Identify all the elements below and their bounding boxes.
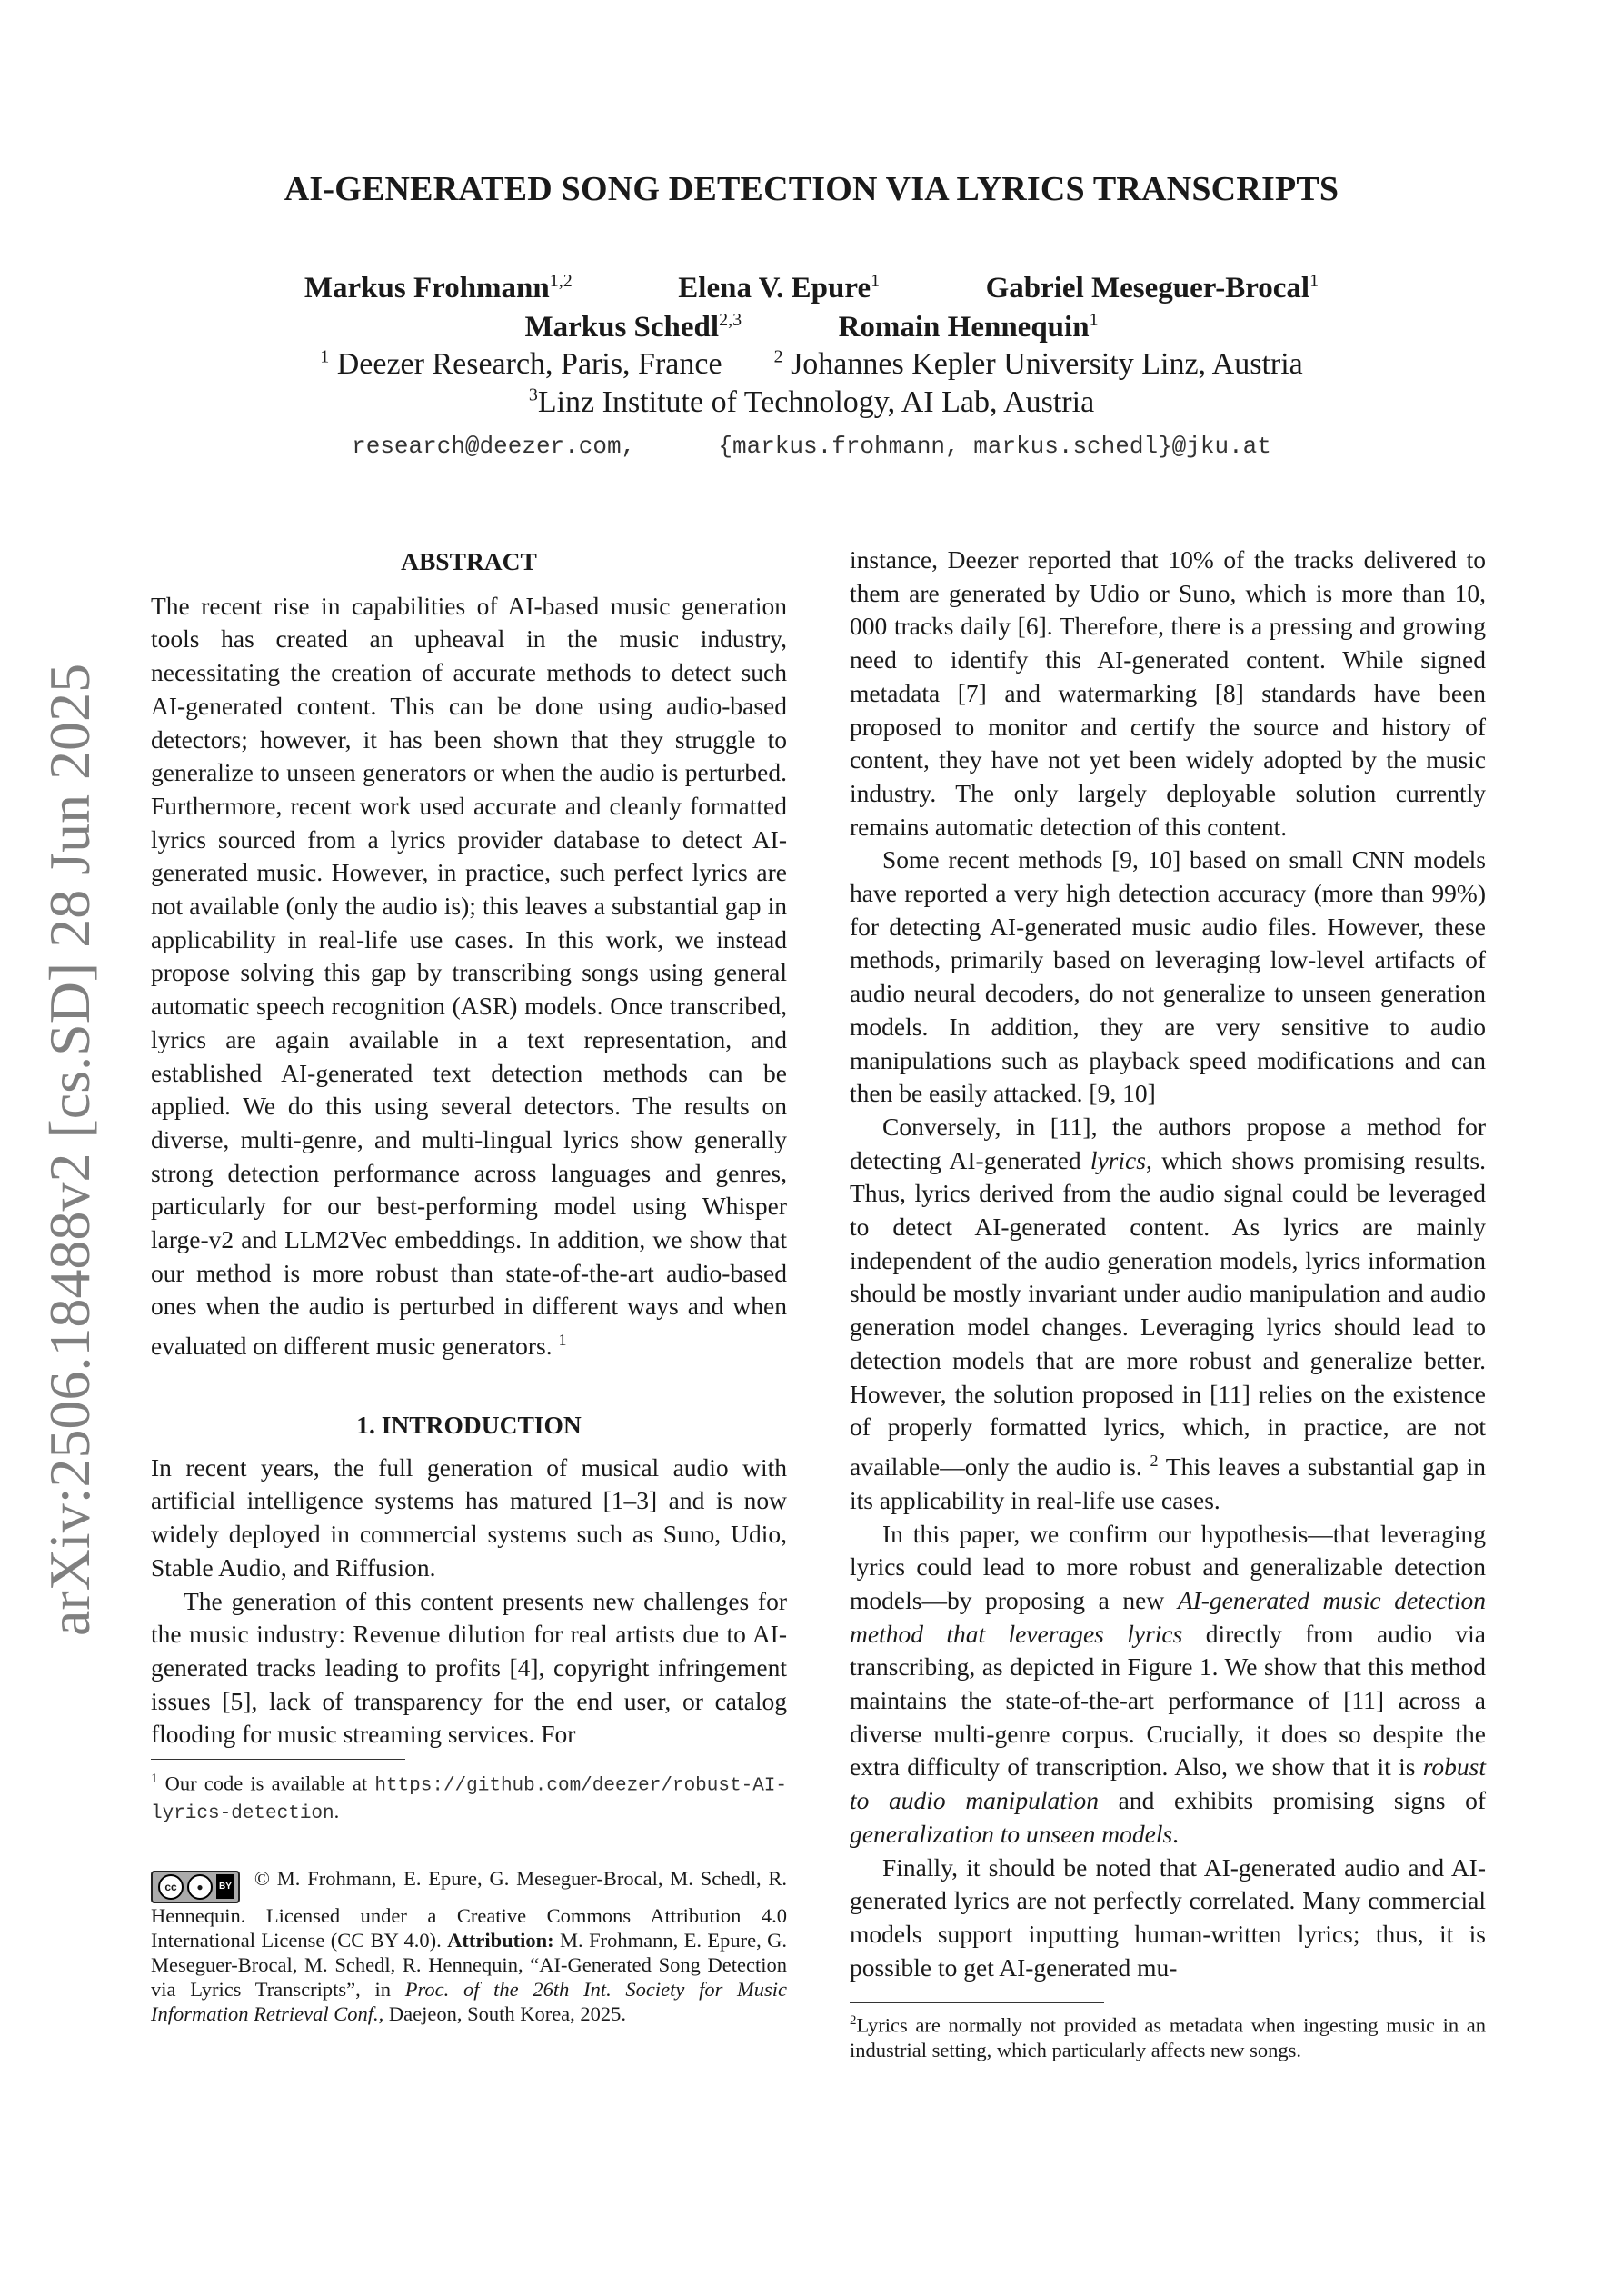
affiliation-line-2 bbox=[0, 385, 1623, 420]
affiliation: $^1$ Deezer Research, Paris, France bbox=[320, 347, 722, 382]
body-paragraph: instance, Deezer reported that 10% of the tracks delivered to them are generated by Udio or Suno, which is more than 10, 000 tracks daily [6]. Therefore, there is a pressing and growing need to identify this AI-generated content. While signed metadata [7] and watermarking [8] standards have been proposed to monitor and certify the source and history of content, they have not yet been widely adopted by the music industry. The only largely deployable solution currently remains automatic detection of this content. bbox=[850, 545, 1486, 841]
abstract-heading: ABSTRACT bbox=[401, 547, 537, 575]
code-repository-link[interactable]: https://github.com/deezer/robust-AI-lyrics-detection bbox=[151, 1775, 788, 1824]
email: {markus.frohmann, markus.schedl}@jku.at bbox=[718, 433, 1271, 460]
abstract-text: The recent rise in capabilities of AI-based music generation tools has created an upheaval in the music industry, necessitating the creation of accurate methods to detect such AI-generated content. This can be done using audio-based detectors; however, it has been shown that they struggle to generalize to unseen generators or when the audio is perturbed. Furthermore, recent work used accurate and cleanly formatted lyrics sourced from a lyrics provider database to detect AI-generated music. However, in practice, such perfect lyrics are not available (only the audio is); this leaves a substantial gap in applicability in real-life use cases. In this work, we instead propose solving this gap by transcribing songs using general automatic speech recognition (ASR) models. Once transcribed, lyrics are again available in a text representation, and established AI-generated text detection methods can be applied. We do this using several detectors. The results on diverse, multi-genre, and multi-lingual lyrics show generally strong detection performance across languages and genres, particularly for our best-performing model using Whisper large-v2 and LLM2Vec embeddings. In addition, we show that our method is more robust than state-of-the-art audio-based ones when the audio is perturbed in different ways and when evaluated on different music generators. $^1$ bbox=[151, 591, 787, 1361]
license-note: cc ● BY © M. Frohmann, E. Epure, G. Meseguer-Brocal, M. Schedl, R. Hennequin. Licensed under a Creative Commons Attribution 4.0 International License (CC BY 4.0). Attribution: M. Frohmann, E. Epure, G. Meseguer-Brocal, M. Schedl, R. Hennequin, “AI-Generated Song Detection via Lyrics Transcripts”, in Proc. of the 26th Int. Society for Music Information Retrieval Conf., Daejeon, South Korea, 2025. bbox=[151, 1866, 788, 2025]
body-paragraph: Conversely, in [11], the authors propose a method for detecting AI-generated lyrics, which shows promising results. Thus, lyrics derived from the audio signal could be leveraged to detect AI-generated content. As lyrics are mainly independent of the audio generation models, lyrics information should be mostly invariant under audio manipulation and audio generation model changes. Leveraging lyrics should lead to detection models that are more robust and generalize better. However, the solution proposed in [11] relies on the existence of properly formatted lyrics, which, in practice, are not available—only the audio is. $^2$ This leaves a substantial gap in its applicability in real-life use cases. bbox=[850, 1112, 1487, 1514]
paper-title: AI-GENERATED SONG DETECTION VIA LYRICS TRANSCRIPTS bbox=[284, 170, 1339, 208]
affiliation: $^3$Linz Institute of Technology, AI Lab, Austria bbox=[528, 385, 1095, 420]
left-column bbox=[151, 545, 787, 2026]
author-name: Markus Schedl$^{2,3}$ bbox=[524, 310, 742, 344]
cc-by-badge bbox=[151, 1871, 240, 1903]
footnote-1: $^1$ Our code is available at https://github.com/deezer/robust-AI-lyrics-detection. bbox=[151, 1772, 788, 1824]
affiliation: $^2$ Johannes Kepler University Linz, Austria bbox=[773, 347, 1303, 382]
right-column bbox=[850, 544, 1486, 2062]
email-line bbox=[0, 433, 1623, 460]
affiliation-line-1 bbox=[0, 347, 1623, 382]
body-paragraph: Finally, it should be noted that AI-generated audio and AI-generated lyrics are not perfectly correlated. Many commercial models support inputting human-written lyrics; thus, it is possible to get AI-generated mu- bbox=[850, 1852, 1486, 1982]
author-line-2 bbox=[0, 310, 1623, 344]
attribution-person-icon: ● bbox=[187, 1874, 213, 1900]
arxiv-identifier: arXiv:2506.18488v2 [cs.SD] 28 Jun 2025 bbox=[37, 663, 102, 1636]
author-name: Romain Hennequin$^1$ bbox=[838, 310, 1099, 344]
body-paragraph: In this paper, we confirm our hypothesis—that leveraging lyrics could lead to more robust and generalizable detection models—by proposing a new AI-generated music detection method that leverages lyrics directly from audio via transcribing, as depicted in Figure 1. We show that this method maintains the state-of-the-art performance of [11] across a diverse multi-genre corpus. Crucially, it does so despite the extra difficulty of transcription. Also, we show that it is robust to audio manipulation and exhibits promising signs of generalization to unseen models. bbox=[850, 1519, 1487, 1848]
footnote-2: $^2$Lyrics are normally not provided as metadata when ingesting music in an industrial setting, which particularly affects new songs. bbox=[850, 2013, 1486, 2061]
author-line-1 bbox=[0, 271, 1623, 305]
author-name: Elena V. Epure$^1$ bbox=[678, 271, 881, 304]
intro-paragraph-1: In recent years, the full generation of musical audio with artificial intelligence systems has matured [1–3] and is now widely deployed in commercial systems such as Suno, Udio, Stable Audio, and Riffusion. bbox=[151, 1452, 787, 1582]
intro-heading: 1. INTRODUCTION bbox=[356, 1411, 582, 1440]
author-name: Gabriel Meseguer-Brocal$^1$ bbox=[985, 271, 1319, 304]
cc-icon: cc bbox=[158, 1874, 184, 1900]
by-label: BY bbox=[216, 1874, 234, 1899]
email: research@deezer.com, bbox=[352, 433, 636, 460]
intro-paragraph-2: The generation of this content presents new challenges for the music industry: Revenue dilution for real artists due to AI-generated tracks leading to profits [4], copyright infringement issues [5], lack of transparency for the end user, or catalog flooding for music streaming services. For bbox=[151, 1586, 787, 1749]
author-name: Markus Frohmann$^{1,2}$ bbox=[304, 271, 573, 304]
body-paragraph: Some recent methods [9, 10] based on small CNN models have reported a very high detection accuracy (more than 99%) for detecting AI-generated music audio files. However, these methods, primarily based on leveraging low-level artifacts of audio neural decoders, do not generalize to unseen generation models. In addition, they are very sensitive to audio manipulations such as playback speed modifications and can then be easily attacked. [9, 10] bbox=[850, 845, 1486, 1108]
